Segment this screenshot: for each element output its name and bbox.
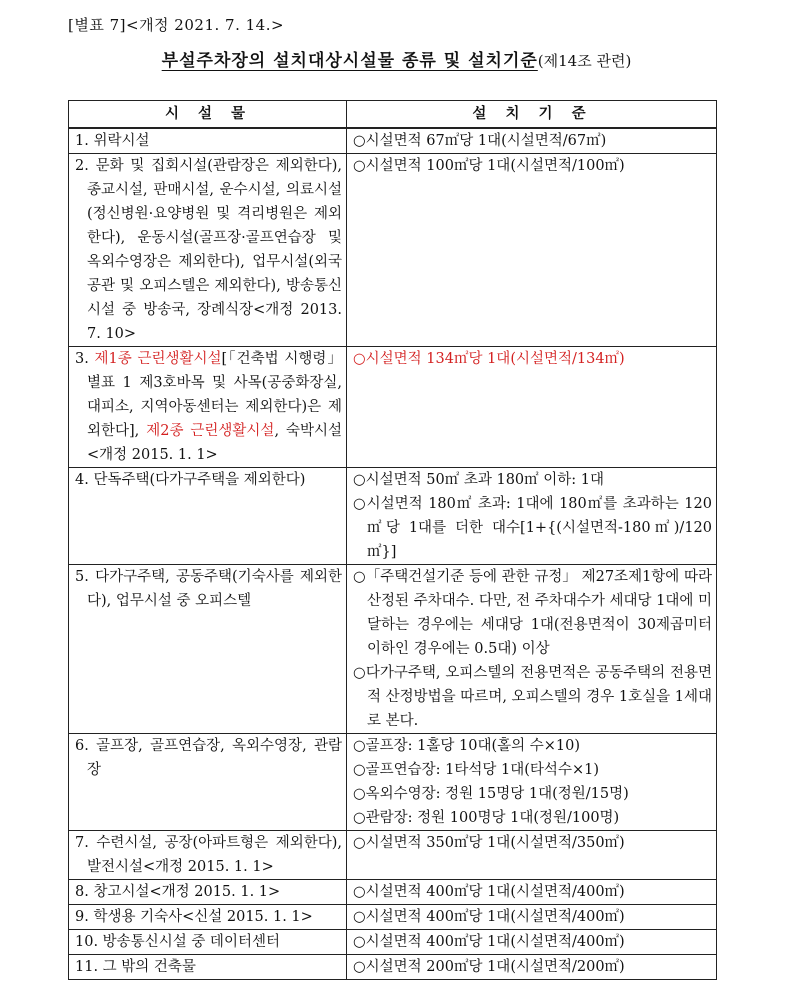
title-sub: (제14조 관련) bbox=[537, 52, 632, 70]
standard-cell bbox=[347, 154, 717, 347]
standard-text: ○시설면적 400㎡당 1대(시설면적/400㎡) bbox=[353, 909, 625, 925]
facility-text: 7. 수련시설, 공장(아파트형은 제외한다), 발전시설<개정 2015. 1. 1> bbox=[75, 835, 342, 875]
standard-text: ○옥외수영장: 정원 15명당 1대(정원/15명) bbox=[353, 786, 629, 802]
facility-cell bbox=[69, 880, 347, 905]
facility-text-part: [「건축법 시행령」 별표 1 제3호바목 및 사목(공중화장실, 대피소, 지역아동센터는 제외한다)은 제외한다], bbox=[87, 351, 343, 439]
standard-text: ○시설면적 350㎡당 1대(시설면적/350㎡) bbox=[353, 835, 625, 851]
standard-text: ○시설면적 400㎡당 1대(시설면적/400㎡) bbox=[353, 884, 625, 900]
header-standard: 설 치 기 준 bbox=[347, 101, 717, 129]
facility-cell bbox=[69, 128, 347, 154]
table-row bbox=[69, 154, 717, 347]
standard-text: ○골프연습장: 1타석당 1대(타석수×1) bbox=[353, 762, 599, 778]
standard-cell bbox=[347, 734, 717, 831]
facility-text bbox=[75, 347, 342, 467]
standard-text: ○시설면적 100㎡당 1대(시설면적/100㎡) bbox=[353, 158, 625, 174]
facility-cell bbox=[69, 154, 347, 347]
table-row bbox=[69, 905, 717, 930]
standard-cell bbox=[347, 565, 717, 734]
facility-cell bbox=[69, 930, 347, 955]
header-facility: 시 설 물 bbox=[69, 101, 347, 129]
facility-text: 1. 위락시설 bbox=[75, 133, 150, 149]
standard-cell bbox=[347, 905, 717, 930]
standard-text: ○시설면적 200㎡당 1대(시설면적/200㎡) bbox=[353, 959, 625, 975]
facility-cell bbox=[69, 565, 347, 734]
facility-cell bbox=[69, 831, 347, 880]
table-row bbox=[69, 955, 717, 980]
standard-cell bbox=[347, 955, 717, 980]
standard-text: ○시설면적 400㎡당 1대(시설면적/400㎡) bbox=[353, 934, 625, 950]
standard-text: ○「주택건설기준 등에 관한 규정」 제27조제1항에 따라 산정된 주차대수. 다만, 전 주차대수가 세대당 1대에 미달하는 경우에는 세대당 1대(전용면적이 30제곱미터 이하인 경우에는 0.5대) 이상 bbox=[353, 569, 712, 657]
facility-text: 9. 학생용 기숙사<신설 2015. 1. 1> bbox=[75, 909, 313, 925]
table-row bbox=[69, 880, 717, 905]
facility-text: 8. 창고시설<개정 2015. 1. 1> bbox=[75, 884, 281, 900]
table-row bbox=[69, 930, 717, 955]
facility-text: 5. 다가구주택, 공동주택(기숙사를 제외한다), 업무시설 중 오피스텔 bbox=[75, 569, 342, 609]
facility-text: 11. 그 밖의 건축물 bbox=[75, 959, 196, 975]
facility-text-part: , 숙박시설<개정 2015. 1. 1> bbox=[87, 423, 343, 463]
table-row bbox=[69, 831, 717, 880]
highlight-class1-neighborhood: 제1종 근린생활시설 bbox=[94, 351, 222, 367]
facility-text: 10. 방송통신시설 중 데이터센터 bbox=[75, 934, 280, 950]
standard-cell bbox=[347, 831, 717, 880]
facility-text: 2. 문화 및 집회시설(관람장은 제외한다), 종교시설, 판매시설, 운수시설, 의료시설(정신병원·요양병원 및 격리병원은 제외한다), 운동시설(골프장·골프연습장 및 옥외수영장은 제외한다), 업무시설(외국공관 및 오피스텔은 제외한다), 방송통신시설 중 방송국, 장례식장<개정 2013. 7. 10> bbox=[75, 158, 342, 342]
standard-cell bbox=[347, 347, 717, 468]
standard-text: ○시설면적 50㎡ 초과 180㎡ 이하: 1대 bbox=[353, 472, 604, 488]
highlight-class2-neighborhood: 제2종 근린생활시설 bbox=[146, 423, 275, 439]
table-row bbox=[69, 128, 717, 154]
standard-text-highlight: ○시설면적 134㎡당 1대(시설면적/134㎡) bbox=[353, 351, 625, 367]
standard-cell bbox=[347, 930, 717, 955]
facility-text: 6. 골프장, 골프연습장, 옥외수영장, 관람장 bbox=[75, 738, 342, 778]
amendment-note: [별표 7]<개정 2021. 7. 14.> bbox=[68, 16, 285, 34]
title-main: 부설주차장의 설치대상시설물 종류 및 설치기준 bbox=[161, 51, 538, 71]
standard-text: ○시설면적 180㎡ 초과: 1대에 180㎡를 초과하는 120㎡당 1대를 더한 대수[1+{(시설면적-180㎡)/120㎡}] bbox=[353, 496, 712, 560]
document-title bbox=[0, 46, 793, 71]
standard-text: ○관람장: 정원 100명당 1대(정원/100명) bbox=[353, 810, 620, 826]
standard-text: ○골프장: 1홀당 10대(홀의 수×10) bbox=[353, 738, 581, 754]
table-row bbox=[69, 468, 717, 565]
table-row bbox=[69, 347, 717, 468]
facility-text: 4. 단독주택(다가구주택을 제외한다) bbox=[75, 472, 306, 488]
parking-standards-table bbox=[68, 100, 717, 980]
facility-cell bbox=[69, 734, 347, 831]
standard-text: ○시설면적 67㎡당 1대(시설면적/67㎡) bbox=[353, 133, 607, 149]
standard-cell bbox=[347, 468, 717, 565]
standard-text: ○다가구주택, 오피스텔의 전용면적은 공동주택의 전용면적 산정방법을 따르며, 오피스텔의 경우 1호실을 1세대로 본다. bbox=[353, 665, 712, 729]
facility-cell bbox=[69, 347, 347, 468]
standard-cell bbox=[347, 880, 717, 905]
standard-cell bbox=[347, 128, 717, 154]
facility-text-part: 3. bbox=[75, 351, 95, 367]
table-header-row bbox=[69, 101, 717, 129]
table-row bbox=[69, 734, 717, 831]
facility-cell bbox=[69, 468, 347, 565]
facility-cell bbox=[69, 905, 347, 930]
table-row bbox=[69, 565, 717, 734]
facility-cell bbox=[69, 955, 347, 980]
